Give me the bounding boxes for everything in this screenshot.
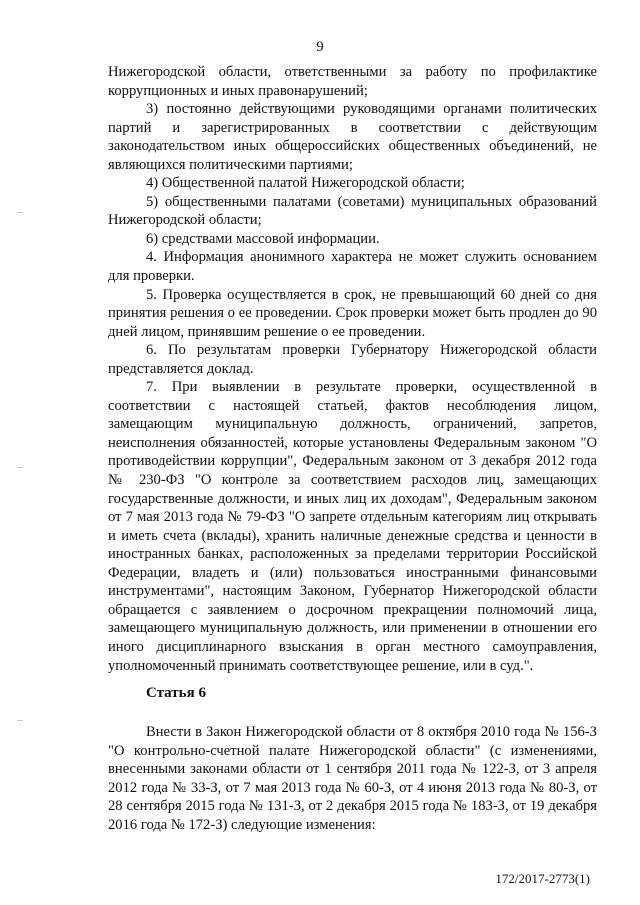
margin-mark (17, 467, 23, 468)
margin-mark (17, 212, 23, 213)
paragraph: 6) средствами массовой информации. (146, 230, 380, 247)
paragraph: 5) общественными палатами (советами) муниципальных образований Нижегородской области; (108, 193, 597, 229)
paragraph: Нижегородской области, ответственными за работу по профилактике коррупционных и иных правонарушений; (108, 64, 597, 99)
paragraph: 7. При выявлении в результате проверки, осуществленной в соответствии с настоящей статьей, фактов несоблюдения лицом, замещающим муниципальную должность, ограничений, запретов, неисполнения обязанностей, которые установлены Федеральным законом "О противодействии коррупции", Федеральным законом от 3 декабря 2012 года № 230-ФЗ "О контроле за соответствием расходов лиц, замещающих государственные должности, и иных лиц их доходам", Федеральным законом от 7 мая 2013 года № 79-ФЗ "О запрете отдельным категориям лиц открывать и иметь счета (вклады), хранить наличные денежные средства и ценности в иностранных банках, расположенных за пределами территории Российской Федерации, владеть и (или) пользоваться иностранными финансовыми инструментами", настоящим Законом, Губернатор Нижегородской области обращается с заявлением о досрочном прекращении полномочий лица, замещающего муниципальную должность, или применении в отношении его иного дисциплинарного взыскания в орган местного самоуправления, уполномоченный принимать соответствующее решение, или в суд.". (108, 379, 597, 674)
paragraph: 3) постоянно действующими руководящими органами политических партий и зарегистрированных в соответствии с действующим законодательством иных общероссийских общественных объединений, не являющихся политическими партиями; (108, 101, 597, 173)
paragraph: 6. По результатам проверки Губернатору Нижегородской области представляется доклад. (108, 342, 597, 377)
article-body (108, 723, 597, 834)
paragraph: Внести в Закон Нижегородской области от 8 октября 2010 года № 156-З "О контрольно-счетной палате Нижегородской области" (с изменениями, внесенными законами области от 1 сентября 2011 года № 122-З, от 3 апреля 2012 года № 33-З, от 7 мая 2013 года № 60-З, от 4 июня 2013 года № 80-З, от 28 сентября 2015 года № 131-З, от 2 декабря 2015 года № 183-З, от 19 декабря 2016 года № 172-З) следующие изменения: (108, 724, 597, 833)
paragraph: 4) Общественной палатой Нижегородской области; (146, 175, 465, 192)
margin-mark (17, 720, 23, 721)
page-number: 9 (316, 39, 324, 55)
paragraph: 4. Информация анонимного характера не может служить основанием для проверки. (108, 249, 597, 285)
document-body (108, 63, 597, 675)
document-code: 172/2017-2773(1) (495, 871, 590, 886)
article-heading: Статья 6 (146, 685, 206, 701)
paragraph: 5. Проверка осуществляется в срок, не превышающий 60 дней со дня принятия решения о ее проведении. Срок проверки может быть продлен до 90 дней лицом, принявшим решение о ее проведении. (108, 286, 597, 340)
